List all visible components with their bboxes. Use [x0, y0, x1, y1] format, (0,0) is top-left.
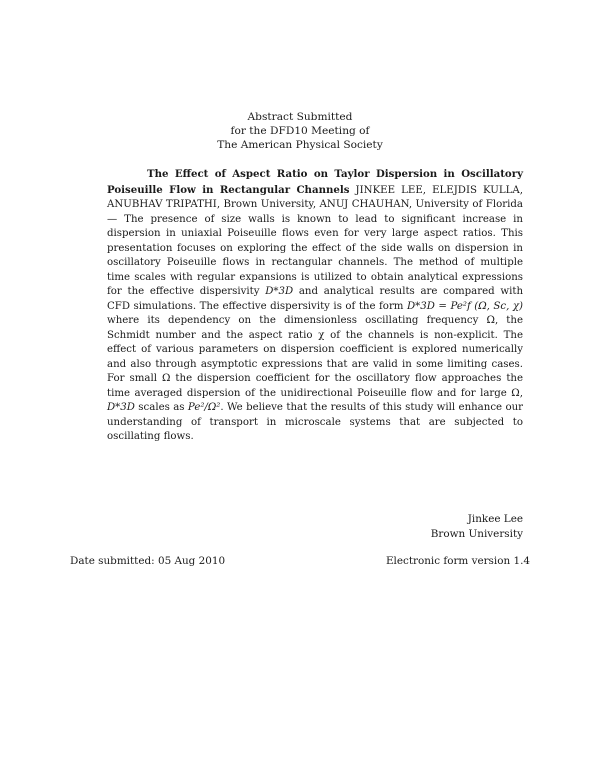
- abstract-body-4: scales as: [134, 402, 188, 413]
- abstract-body-2: and analytical results are compared with CFD simulations. The effective dispersivity is of the form: [107, 286, 524, 312]
- footer: [70, 554, 530, 568]
- abstract-body-3: where its dependency on the dimensionless oscillating frequency Ω, the Schmidt number and the aspect ratio χ of the channels is non-explicit. The effect of various parameters on dispersion coefficient is explored numerically and also through asymptotic expressions that are valid in some limiting cases. For small Ω the dispersion coefficient for the oscillatory flow approaches the time averaged dispersion of the unidirectional Poiseuille flow and for large Ω,: [107, 315, 523, 399]
- formula-dispersivity-form: D*3D = Pe²f (Ω, Sc, χ): [406, 300, 523, 312]
- abstract-title: The Effect of Aspect Ratio on Taylor Dispersion in Oscillatory Poiseuille Flow in Rectangular Channels: [107, 168, 523, 196]
- signature-name: Jinkee Lee: [467, 513, 523, 525]
- header-line-1: Abstract Submitted: [247, 111, 353, 123]
- formula-dispersivity-2: D*3D: [107, 402, 135, 413]
- abstract-authors: JINKEE LEE, ELEJDIS KULLA, ANUBHAV TRIPATHI, Brown University, ANUJ CHAUHAN, University of Florida —: [107, 184, 523, 225]
- abstract-paragraph: [107, 167, 523, 445]
- header-line-2: for the DFD10 Meeting of: [230, 125, 370, 137]
- signature-affiliation: Brown University: [430, 528, 523, 540]
- abstract-body-5: . We believe that the results of this study will enhance our understanding of transport in microscale systems that are subjected to oscillating flows.: [107, 402, 524, 442]
- date-submitted: Date submitted: 05 Aug 2010: [70, 555, 226, 567]
- formula-dispersivity-1: D*3D: [265, 286, 294, 297]
- header-line-3: The American Physical Society: [217, 139, 383, 151]
- form-version: Electronic form version 1.4: [385, 555, 530, 567]
- submission-header: [0, 110, 600, 152]
- formula-scaling: Pe²/Ω²: [187, 402, 221, 413]
- abstract-body-1: The presence of size walls is known to lead to significant increase in dispersion in uniaxial Poiseuille flows even for very large aspect ratios. This presentation focuses on exploring the effect of the side walls on dispersion in oscillatory Poiseuille flows in rectangular channels. The method of multiple time scales with regular expansions is utilized to obtain analytical expressions for the effective dispersivity: [107, 213, 523, 297]
- signature-block: [431, 512, 523, 542]
